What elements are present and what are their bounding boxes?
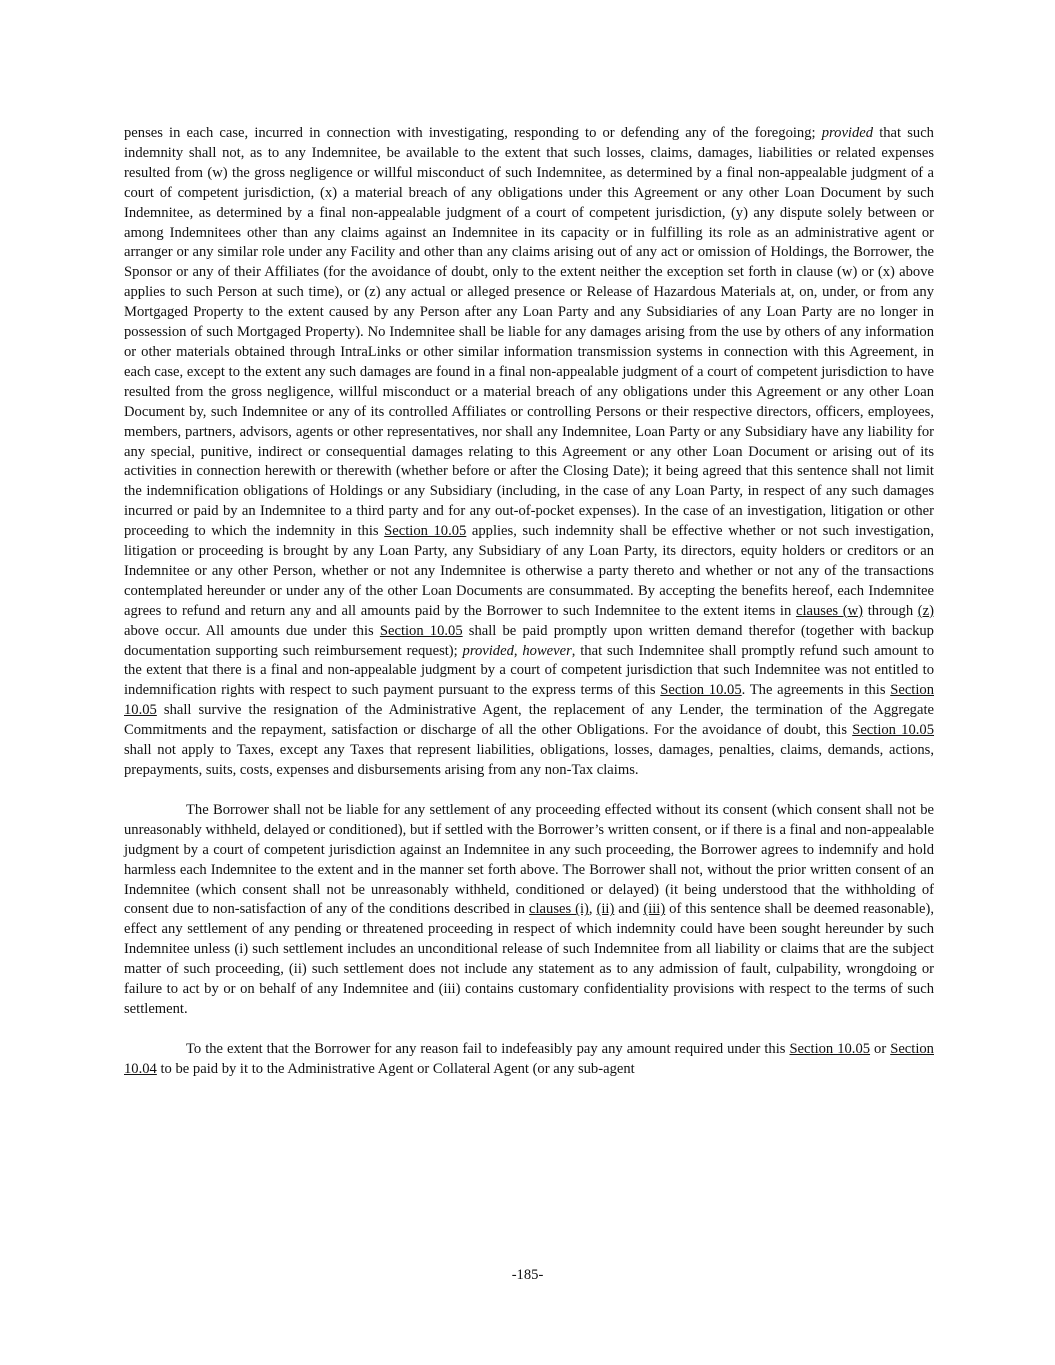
text-run: applies, such indemnity shall be effective whether or not such investigation, litigation or proceeding is brought by any Loan Party, any Subsidiary of any Loan Party, its directors, equity holders or creditors or an Indemnitee or any other Person, whether or not any Indemnitee is otherwise a party thereto and whether or not any of the transactions contemplated hereunder or under any of the other Loan Documents are consummated. By accepting the benefits hereof, each Indemnitee agrees to refund and return any and all amounts paid by the Borrower to such Indemnitee to the extent items in [124,523,934,619]
clause-reference: clauses (w) [795,602,864,619]
section-reference: Section 10.05 [124,682,935,719]
section-reference: Section 10.05 [852,722,935,739]
text-run: , [513,642,523,659]
text-run: of this sentence shall be deemed reasonable), effect any settlement of any pending or threatened proceeding in respect of which indemnity could have been sought hereunder by such Indemnitee unless (i) such settlement includes an unconditional release of such Indemnitee from all liability or claims that are the subject matter of such proceeding, (ii) such settlement does not include any statement as to any admission of fault, culpability, wrongdoing or failure to act by or on behalf of any Indemnitee and (iii) contains customary confidentiality provisions with respect to the terms of such settlement. [124,901,934,1017]
text-run: penses in each case, incurred in connection with investigating, responding to or defending any of the foregoing; [124,125,822,141]
paragraph-settlement [124,801,934,1020]
text-run: . The agreements in this [741,682,891,699]
text-run: shall survive the resignation of the Administrative Agent, the replacement of any Lender, the termination of the Aggregate Commitments and the repayment, satisfaction or discharge of all the other Obligations. For the avoidance of doubt, this [124,702,934,739]
section-reference: Section 10.05 [384,523,467,540]
section-reference: Section 10.05 [660,682,742,699]
clause-reference: clauses (i) [529,901,589,918]
italic-term: however [522,642,572,659]
text-run: through [863,602,918,619]
text-run: shall not apply to Taxes, except any Taxes that represent liabilities, obligations, losses, damages, penalties, claims, demands, actions, prepayments, suits, costs, expenses and disbursements arising from any non-Tax claims. [124,742,934,778]
text-run: , that such Indemnitee shall promptly refund such amount to the extent that there is a final and non-appealable judgment by a court of competent jurisdiction that such Indemnitee was not entitled to indemnification rights with respect to such payment pursuant to the express terms of this [124,642,935,699]
section-reference: Section 10.05 [379,622,463,639]
text-run: that such indemnity shall not, as to any Indemnitee, be available to the extent that such losses, claims, damages, liabilities or related expenses resulted from (w) the gross negligence or willful misconduct of such Indemnitee, as determined by a final non-appealable judgment of a court of competent jurisdiction, (x) a material breach of any obligations under this Agreement or any other Loan Document by such Indemnitee, as determined by a final non-appealable judgment of a court of competent jurisdiction, (y) any dispute solely between or among Indemnitees other than any claims against an Indemnitee in its capacity or in fulfilling its role as an administrative agent or arranger or any similar role under any Facility and other than any claims arising out of any act or omission of Holdings, the Borrower, the Sponsor or any of their Affiliates (for the avoidance of doubt, only to the extent neither the exception set forth in clause (w) or (x) above applies to such Person at such time), or (z) any actual or alleged presence or Release of Hazardous Materials at, on, under, or from any Mortgaged Property to the extent caused by any Person after any Loan Party and any Subsidiaries of any Loan Party are no longer in possession of such Mortgaged Property). No Indemnitee shall be liable for any damages arising from the use by others of any information or other materials obtained through IntraLinks or other similar information transmission systems in connection with this Agreement, in each case, except to the extent any such damages are found in a final non-appealable judgment of a court of competent jurisdiction to have resulted from the gross negligence, willful misconduct or a material breach of any obligations under this Agreement or any other Loan Document by, such Indemnitee or any of its controlled Affiliates or controlling Persons or their respective directors, officers, employees, members, partners, advisors, agents or other representatives, nor shall any Indemnitee, Loan Party or any Subsidiary have any liability for any special, punitive, indirect or consequential damages relating to this Agreement or any other Loan Document or arising out of its activities in connection herewith or therewith (whether before or after the Closing Date); it being agreed that this sentence shall not limit the indemnification obligations of Holdings or any Subsidiary (including, in the case of any Loan Party, in respect of any such damages incurred or paid by an Indemnitee to a third party and for any out-of-pocket expenses). In the case of an investigation, litigation or other proceeding to which the indemnity in this [124,125,934,540]
text-run: , [588,901,597,918]
document-page [124,124,934,1080]
italic-term: provided [821,125,874,141]
text-run: and [614,901,644,918]
text-run: or [870,1040,891,1057]
clause-reference: (z) [917,602,934,619]
italic-term: provided [462,642,514,659]
text-run: shall be paid promptly upon written demand therefor (together with backup documentation supporting such reimbursement request); [124,622,934,659]
section-reference: Section 10.04 [124,1040,934,1077]
clause-reference: (iii) [643,901,666,918]
paragraph-indemnity-continuation [124,124,934,781]
section-reference: Section 10.05 [789,1040,871,1057]
page-number: -185- [511,1267,544,1283]
text-run: to be paid by it to the Administrative Agent or Collateral Agent (or any sub-agent [156,1060,635,1077]
text-run: The Borrower shall not be liable for any settlement of any proceeding effected without its consent (which consent shall not be unreasonably withheld, delayed or conditioned), but if settled with the Borrower’s written consent, or if there is a final and non-appealable judgment by a court of competent jurisdiction against an Indemnitee in any such proceeding, the Borrower agrees to indemnify and hold harmless each Indemnitee to the extent and in the manner set forth above. The Borrower shall not, without the prior written consent of an Indemnitee (which consent shall not be unreasonably withheld, conditioned or delayed) (it being understood that the withholding of consent due to non-satisfaction of any of the conditions described in [124,801,934,918]
clause-reference: (ii) [596,901,615,918]
text-run: above occur. All amounts due under this [124,622,380,639]
text-run: To the extent that the Borrower for any reason fail to indefeasibly pay any amount required under this [186,1040,790,1057]
paragraph-lender-reimbursement [124,1040,934,1080]
